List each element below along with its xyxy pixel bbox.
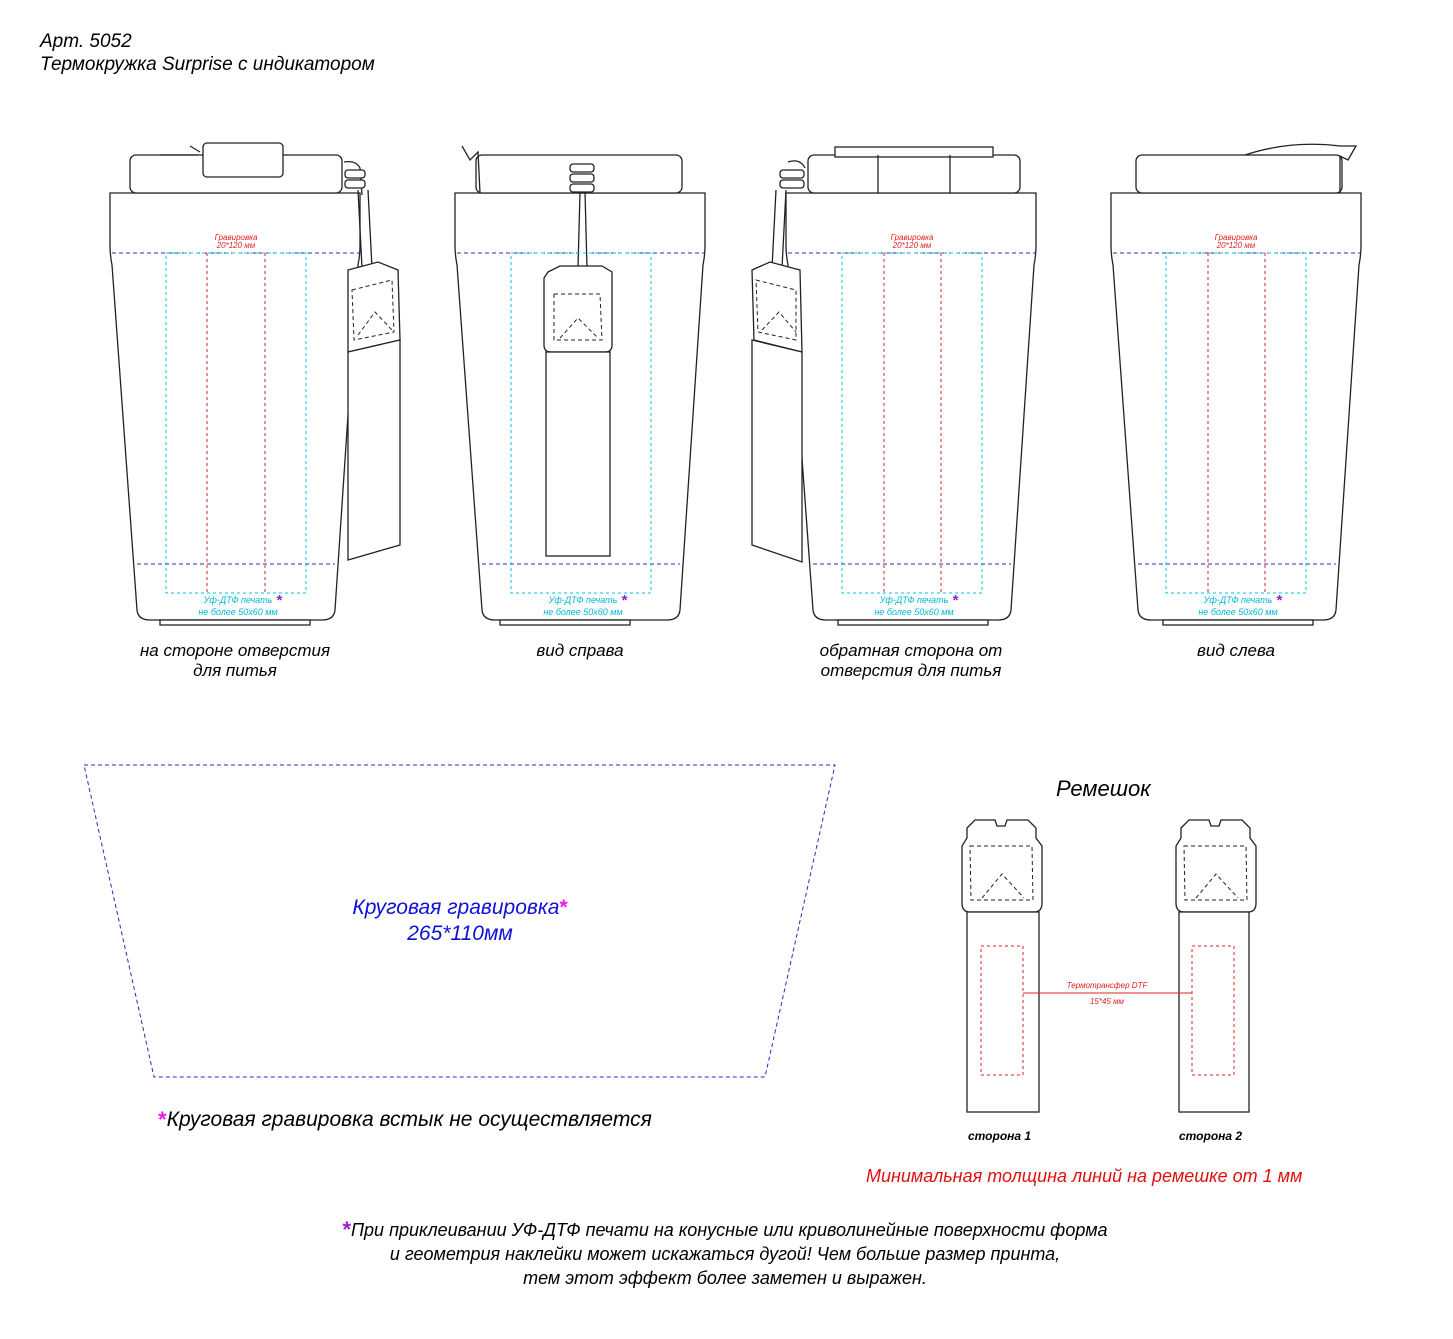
mug-view-back [752,147,1036,625]
strap-min-line-note: Минимальная толщина линий на ремешке от 1 мм [866,1166,1303,1186]
mug-view-front [110,143,400,625]
strap-side-1-label: сторона 1 [968,1129,1032,1143]
transfer-size: 15*45 мм [1089,997,1125,1006]
uv-label-3: Уф-ДТФ печать [879,595,949,605]
product-name: Термокружка Surprise с индикатором [40,54,375,75]
uv-star-2: * [621,592,627,609]
strap-title: Ремешок [1056,776,1151,801]
engraving-size-4: 20*120 мм [1216,241,1256,250]
mug-view-left [1111,144,1361,625]
strap-side-2-label: сторона 2 [1179,1129,1243,1143]
caption-view-back: обратная сторона от отверстия для питья [819,641,1003,680]
uv-size-2: не более 50х60 мм [543,607,623,617]
strap-side-2 [1176,820,1256,1112]
caption-view-left: вид слева [1197,641,1275,660]
uv-star-4: * [1276,592,1282,609]
engraving-label-3: Гравировка [890,233,934,242]
engraving-label-4: Гравировка [1214,233,1258,242]
uv-star-1: * [276,592,282,609]
engraving-size-3: 20*120 мм [892,241,932,250]
engraving-label-1: Гравировка [214,233,258,242]
engraving-size-1: 20*120 мм [216,241,256,250]
uv-label-4: Уф-ДТФ печать [1203,595,1273,605]
magenta-star: * [559,896,568,919]
footer-note: *При приклеивании УФ-ДТФ печати на конусные или криволинейные поверхности форма и геометрия наклейки может искажаться дугой! Чем больше размер принта, тем этот эффект более заметен и выражен. [342,1217,1108,1288]
transfer-label: Термотрансфер DTF [1066,981,1148,990]
uv-label-2: Уф-ДТФ печать [548,595,618,605]
caption-view-front: на стороне отверстия для питья [139,641,331,680]
caption-view-right: вид справа [536,641,624,660]
uv-size-1: не более 50х60 мм [198,607,278,617]
strap-side-1 [962,820,1042,1112]
uv-size-3: не более 50х60 мм [874,607,954,617]
article-number: Арт. 5052 [40,31,132,52]
circular-engraving-label: Круговая гравировка* 265*110мм [352,896,568,945]
uv-label-1: Уф-ДТФ печать [203,595,273,605]
uv-star-3: * [952,592,958,609]
mug-view-right [455,146,705,625]
uv-size-4: не более 50х60 мм [1198,607,1278,617]
circular-note: *Круговая гравировка встык не осуществляется [158,1107,652,1132]
